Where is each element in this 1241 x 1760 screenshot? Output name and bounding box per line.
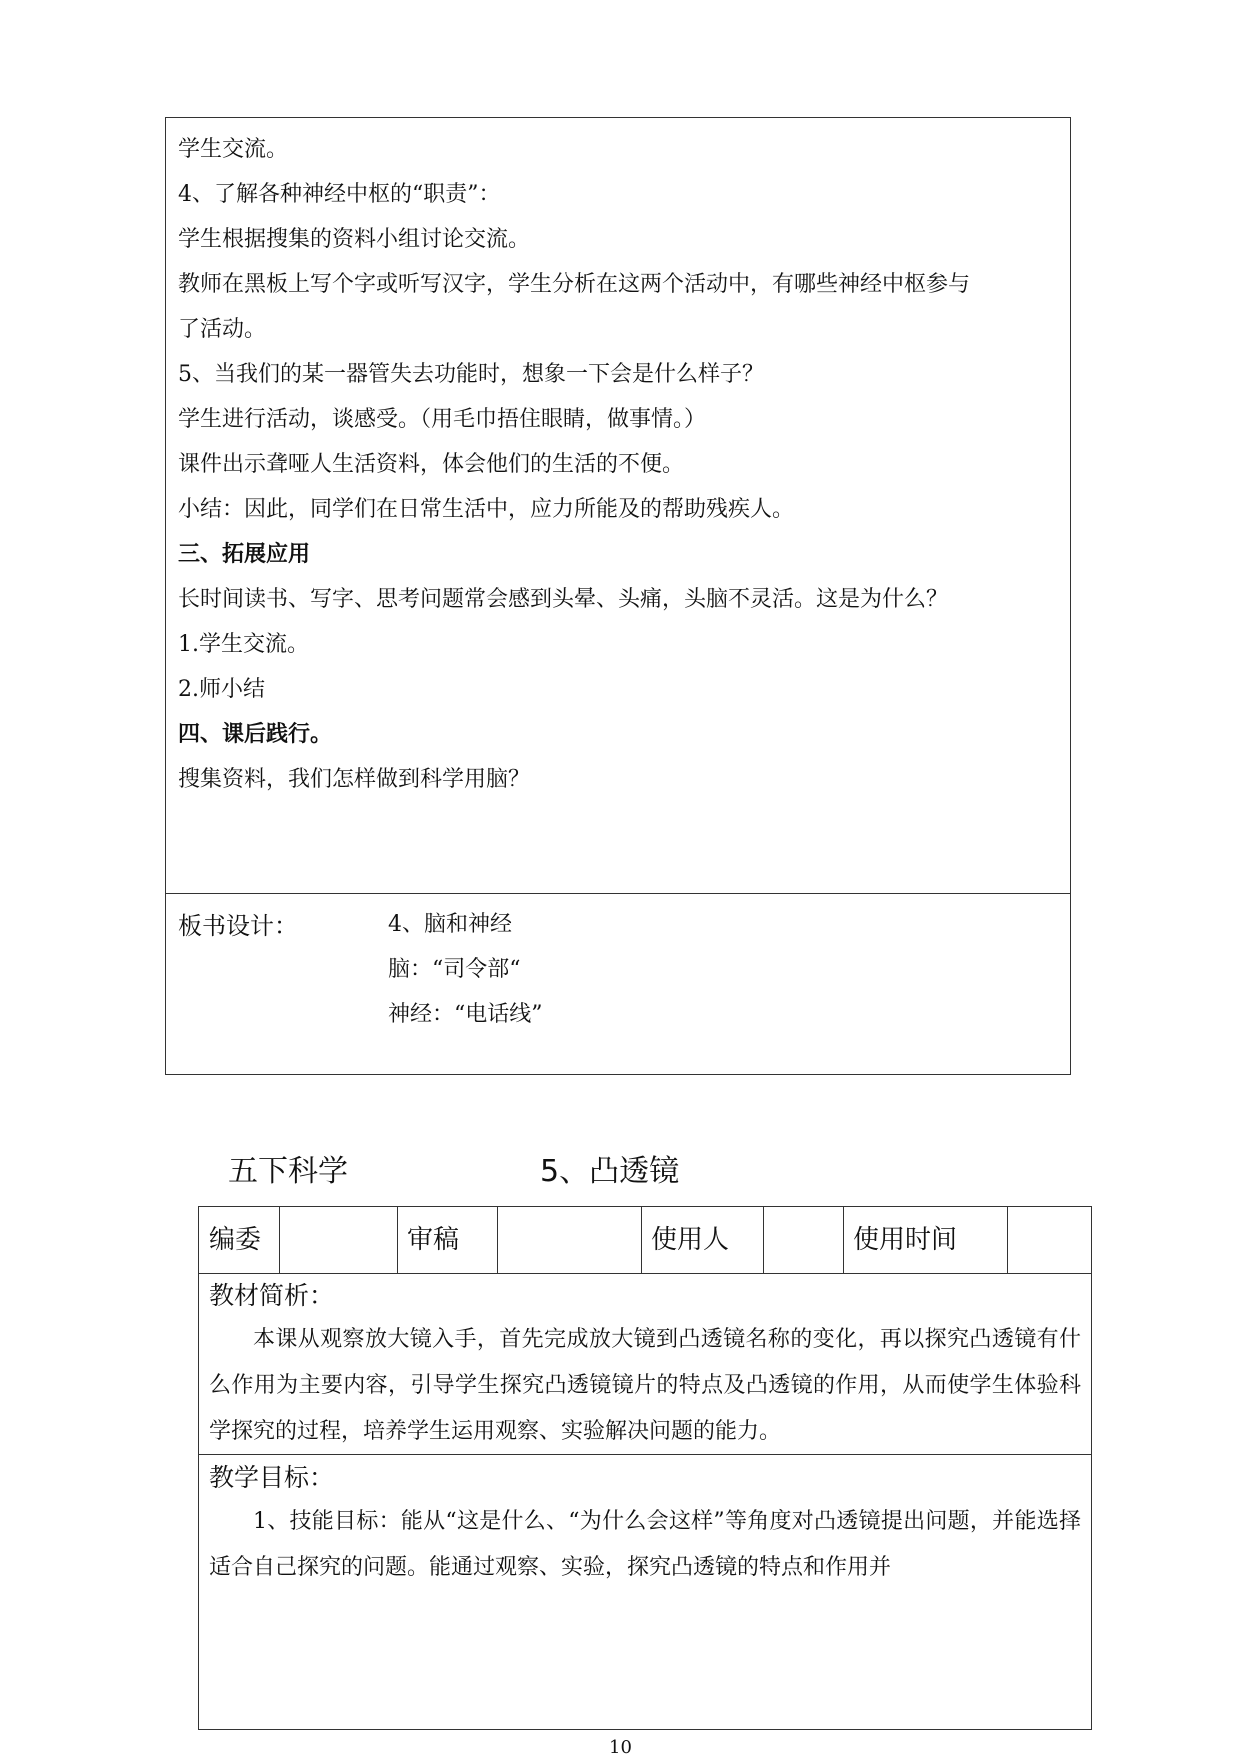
teaching-goals-text: 1、技能目标：能从“这是什么、“为什么会这样”等角度对凸透镜提出问题，并能选择适合自己探究的问题。能通过观察、实验，探究凸透镜的特点和作用并 — [209, 1509, 1081, 1580]
board-design-label: 板书设计： — [178, 912, 298, 940]
board-line: 神经：“电话线” — [388, 1002, 543, 1027]
material-analysis-section — [199, 1273, 1091, 1455]
text-line: 教师在黑板上写个字或听写汉字，学生分析在这两个活动中，有哪些神经中枢参与 — [178, 272, 971, 297]
text-line: 长时间读书、写字、思考问题常会感到头晕、头痛，头脑不灵活。这是为什么？ — [178, 587, 949, 612]
material-analysis-text: 本课从观察放大镜入手，首先完成放大镜到凸透镜名称的变化，再以探究凸透镜有什么作用为主要内容，引导学生探究凸透镜镜片的特点及凸透镜的作用，从而使学生体验科学探究的过程，培养学生运用观察、实验解决问题的能力。 — [209, 1327, 1081, 1444]
text-line: 4、了解各种神经中枢的“职责”： — [178, 182, 501, 207]
teaching-goals-title: 教学目标： — [209, 1463, 335, 1492]
lesson-continuation-table — [165, 117, 1071, 1075]
user-label: 使用人 — [651, 1225, 730, 1255]
board-design-content — [388, 902, 543, 1037]
material-analysis-title: 教材简析： — [209, 1281, 335, 1310]
board-line: 脑：“司令部“ — [388, 957, 521, 982]
teaching-goals-section — [199, 1455, 1091, 1591]
reviewer-label: 审稿 — [407, 1225, 460, 1255]
editor-value — [279, 1207, 397, 1273]
text-line: 学生交流。 — [178, 137, 289, 162]
text-line: 学生根据搜集的资料小组讨论交流。 — [178, 227, 531, 252]
text-line: 课件出示聋哑人生活资料，体会他们的生活的不便。 — [178, 452, 685, 477]
table-header-row — [199, 1207, 1091, 1274]
lesson-title: 5、凸透镜 — [540, 1154, 680, 1189]
board-line: 4、脑和神经 — [388, 912, 512, 937]
row-divider — [166, 893, 1070, 894]
text-line: 搜集资料，我们怎样做到科学用脑？ — [178, 767, 531, 792]
subject-title: 五下科学 — [228, 1154, 348, 1189]
reviewer-value — [497, 1207, 641, 1273]
section-heading-practice: 四、课后践行。 — [178, 721, 333, 747]
usage-time-value — [1007, 1207, 1091, 1273]
usage-time-label: 使用时间 — [853, 1225, 958, 1255]
page-number: 10 — [609, 1737, 632, 1758]
text-line: 1.学生交流。 — [178, 632, 309, 657]
text-line: 学生进行活动，谈感受。（用毛巾捂住眼睛，做事情。） — [178, 407, 707, 432]
user-value — [763, 1207, 843, 1273]
editor-label: 编委 — [209, 1225, 262, 1255]
text-line: 了活动。 — [178, 317, 267, 342]
lesson-plan-table — [198, 1206, 1092, 1730]
text-line: 5、当我们的某一器管失去功能时，想象一下会是什么样子？ — [178, 362, 764, 387]
section-heading-extension: 三、拓展应用 — [178, 541, 311, 567]
teaching-process-content — [178, 127, 1060, 895]
text-line: 小结：因此，同学们在日常生活中，应力所能及的帮助残疾人。 — [178, 497, 795, 522]
text-line: 2.师小结 — [178, 677, 265, 702]
